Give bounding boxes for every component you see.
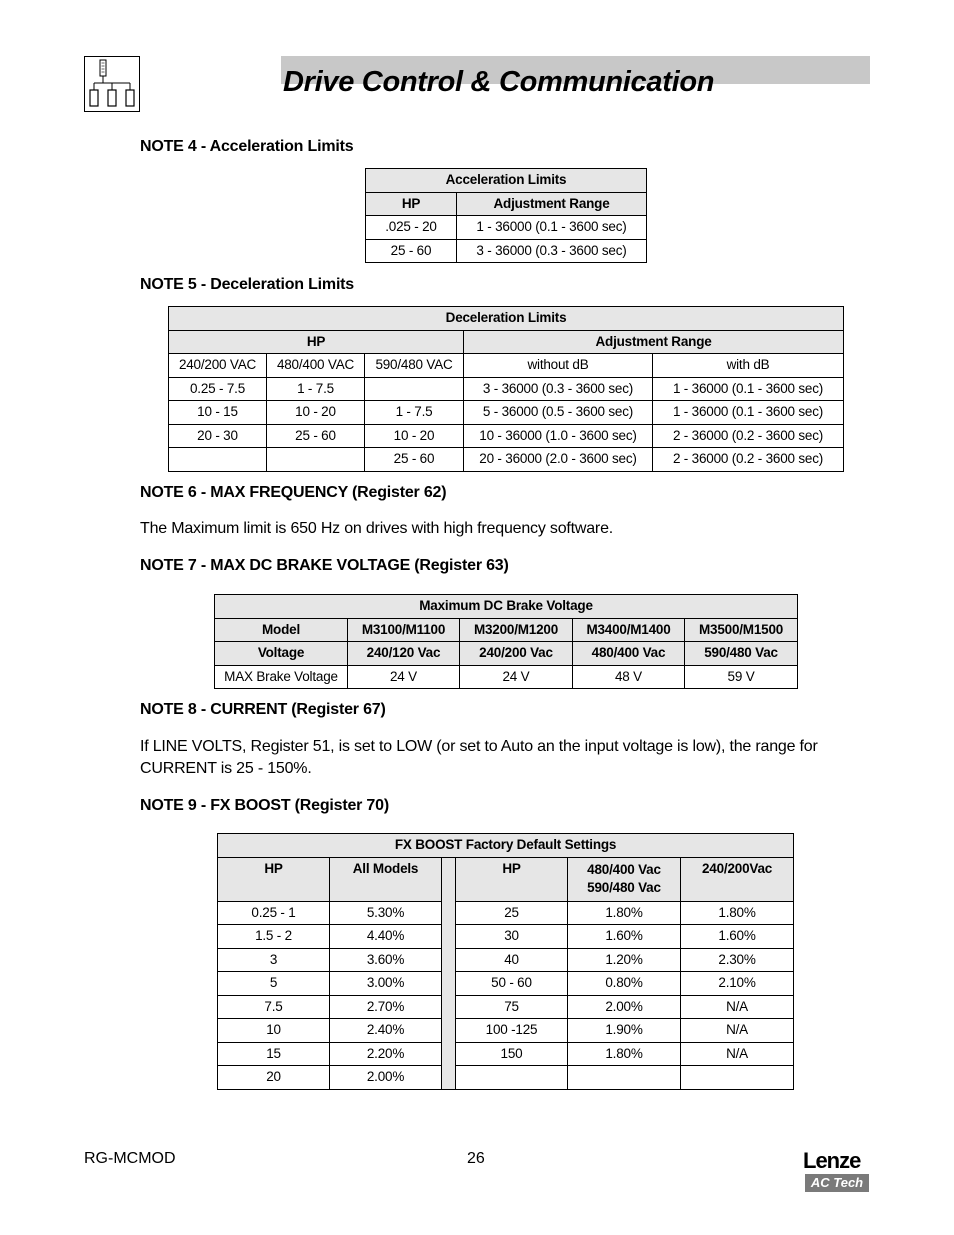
- model-cell: M3200/M1200: [460, 618, 573, 642]
- table-cell: 4.40%: [330, 925, 442, 949]
- column-header-line: 480/400 Vac: [587, 861, 661, 877]
- table-cell: 1.5 - 2: [218, 925, 330, 949]
- page-number: 26: [467, 1150, 485, 1167]
- table-cell: 10 - 36000 (1.0 - 3600 sec): [464, 424, 653, 448]
- table-cell: 2.70%: [330, 995, 442, 1019]
- column-header: 240/200Vac: [681, 857, 794, 901]
- table-row: [215, 665, 798, 689]
- column-header: HP: [366, 192, 457, 216]
- table-cell: 25 - 60: [365, 448, 464, 472]
- fx-boost-defaults-table: [217, 833, 794, 1090]
- table-cell: 150: [456, 1042, 568, 1066]
- table-cell: 1 - 36000 (0.1 - 3600 sec): [653, 401, 844, 425]
- table-cell: 2.00%: [330, 1066, 442, 1090]
- table-cell: 1.60%: [681, 925, 794, 949]
- table-cell: 0.25 - 1: [218, 901, 330, 925]
- note-6-heading: NOTE 6 - MAX FREQUENCY (Register 62): [140, 484, 447, 501]
- model-cell: M3400/M1400: [573, 618, 685, 642]
- table-title: Deceleration Limits: [169, 307, 844, 331]
- table-row: [218, 925, 794, 949]
- table-cell: 1.90%: [568, 1019, 681, 1043]
- table-cell: 7.5: [218, 995, 330, 1019]
- voltage-cell: 240/200 Vac: [460, 642, 573, 666]
- brand-subname: AC Tech: [805, 1174, 869, 1192]
- table-row: [218, 1066, 794, 1090]
- table-row: [366, 216, 647, 240]
- table-cell: 5: [218, 972, 330, 996]
- table-row: [169, 377, 844, 401]
- table-cell: [568, 1066, 681, 1090]
- table-row: [366, 239, 647, 263]
- column-separator: [442, 857, 456, 1089]
- column-header-line: 590/480 Vac: [587, 879, 661, 895]
- voltage-cell: 480/400 Vac: [573, 642, 685, 666]
- table-cell: 20 - 30: [169, 424, 267, 448]
- table-row: [218, 972, 794, 996]
- table-cell: [456, 1066, 568, 1090]
- max-dc-brake-voltage-table: [214, 594, 798, 689]
- row-header: MAX Brake Voltage: [215, 665, 348, 689]
- table-row: [218, 948, 794, 972]
- table-cell: 3.60%: [330, 948, 442, 972]
- table-cell: 24 V: [348, 665, 460, 689]
- table-cell: 2 - 36000 (0.2 - 3600 sec): [653, 448, 844, 472]
- table-row: [218, 995, 794, 1019]
- table-row: [218, 1019, 794, 1043]
- note-5-heading: NOTE 5 - Deceleration Limits: [140, 276, 355, 293]
- table-cell: 1 - 36000 (0.1 - 3600 sec): [457, 216, 647, 240]
- table-cell: 1.80%: [681, 901, 794, 925]
- network-drives-icon: [84, 56, 140, 112]
- column-group-header: HP: [169, 330, 464, 354]
- table-cell: [365, 377, 464, 401]
- table-cell: 5.30%: [330, 901, 442, 925]
- column-group-header: Adjustment Range: [464, 330, 844, 354]
- column-header: Adjustment Range: [457, 192, 647, 216]
- acceleration-limits-table: [365, 168, 647, 263]
- table-row: [169, 401, 844, 425]
- table-cell: 24 V: [460, 665, 573, 689]
- table-row: [218, 1042, 794, 1066]
- column-subheader: without dB: [464, 354, 653, 378]
- table-cell: 20 - 36000 (2.0 - 3600 sec): [464, 448, 653, 472]
- table-cell: 30: [456, 925, 568, 949]
- table-cell: 0.25 - 7.5: [169, 377, 267, 401]
- table-cell: 10 - 20: [267, 401, 365, 425]
- table-cell: .025 - 20: [366, 216, 457, 240]
- model-cell: M3100/M1100: [348, 618, 460, 642]
- table-cell: 10 - 15: [169, 401, 267, 425]
- voltage-cell: 590/480 Vac: [685, 642, 798, 666]
- table-cell: 1 - 7.5: [267, 377, 365, 401]
- table-cell: 3 - 36000 (0.3 - 3600 sec): [457, 239, 647, 263]
- table-cell: 10 - 20: [365, 424, 464, 448]
- table-cell: 2 - 36000 (0.2 - 3600 sec): [653, 424, 844, 448]
- table-title: FX BOOST Factory Default Settings: [218, 834, 794, 858]
- table-cell: 2.40%: [330, 1019, 442, 1043]
- table-cell: 20: [218, 1066, 330, 1090]
- column-header: All Models: [330, 857, 442, 901]
- table-row: [169, 448, 844, 472]
- model-cell: M3500/M1500: [685, 618, 798, 642]
- row-header: Model: [215, 618, 348, 642]
- column-header: [568, 857, 681, 901]
- column-subheader: with dB: [653, 354, 844, 378]
- column-subheader: 240/200 VAC: [169, 354, 267, 378]
- note-8-text: If LINE VOLTS, Register 51, is set to LOW (or set to Auto an the input voltage is low), the range for CURRENT is 25 - 150%.: [140, 738, 818, 777]
- table-cell: 1.80%: [568, 901, 681, 925]
- table-cell: N/A: [681, 995, 794, 1019]
- table-cell: [169, 448, 267, 472]
- lenze-ac-tech-logo: [803, 1150, 870, 1193]
- table-cell: 2.00%: [568, 995, 681, 1019]
- table-cell: 3: [218, 948, 330, 972]
- table-cell: 1 - 36000 (0.1 - 3600 sec): [653, 377, 844, 401]
- table-cell: 0.80%: [568, 972, 681, 996]
- table-cell: 75: [456, 995, 568, 1019]
- deceleration-limits-table: [168, 306, 844, 472]
- table-cell: N/A: [681, 1019, 794, 1043]
- table-cell: 1.20%: [568, 948, 681, 972]
- table-title: Maximum DC Brake Voltage: [215, 595, 798, 619]
- table-cell: 100 -125: [456, 1019, 568, 1043]
- brand-name: Lenze: [803, 1148, 861, 1173]
- column-subheader: 480/400 VAC: [267, 354, 365, 378]
- column-header: HP: [218, 857, 330, 901]
- table-cell: 5 - 36000 (0.5 - 3600 sec): [464, 401, 653, 425]
- table-row: [218, 901, 794, 925]
- table-cell: 25 - 60: [267, 424, 365, 448]
- table-cell: 48 V: [573, 665, 685, 689]
- table-cell: 15: [218, 1042, 330, 1066]
- table-cell: [267, 448, 365, 472]
- note-9-heading: NOTE 9 - FX BOOST (Register 70): [140, 797, 389, 814]
- note-7-heading: NOTE 7 - MAX DC BRAKE VOLTAGE (Register 63): [140, 557, 509, 574]
- table-cell: 1.80%: [568, 1042, 681, 1066]
- table-cell: 3 - 36000 (0.3 - 3600 sec): [464, 377, 653, 401]
- table-cell: 3.00%: [330, 972, 442, 996]
- column-header: HP: [456, 857, 568, 901]
- row-header: Voltage: [215, 642, 348, 666]
- table-cell: 59 V: [685, 665, 798, 689]
- page-title: Drive Control & Communication: [283, 66, 715, 98]
- table-cell: N/A: [681, 1042, 794, 1066]
- table-cell: 40: [456, 948, 568, 972]
- table-cell: 2.10%: [681, 972, 794, 996]
- table-cell: 25: [456, 901, 568, 925]
- table-cell: 1 - 7.5: [365, 401, 464, 425]
- table-cell: 1.60%: [568, 925, 681, 949]
- note-6-text: The Maximum limit is 650 Hz on drives with high frequency software.: [140, 520, 614, 537]
- document-code: RG-MCMOD: [84, 1150, 176, 1167]
- table-cell: 10: [218, 1019, 330, 1043]
- table-title: Acceleration Limits: [366, 169, 647, 193]
- table-cell: 2.30%: [681, 948, 794, 972]
- table-cell: 25 - 60: [366, 239, 457, 263]
- voltage-cell: 240/120 Vac: [348, 642, 460, 666]
- table-cell: 2.20%: [330, 1042, 442, 1066]
- table-cell: [681, 1066, 794, 1090]
- note-4-heading: NOTE 4 - Acceleration Limits: [140, 138, 354, 155]
- note-8-heading: NOTE 8 - CURRENT (Register 67): [140, 701, 386, 718]
- column-subheader: 590/480 VAC: [365, 354, 464, 378]
- table-row: [169, 424, 844, 448]
- table-cell: 50 - 60: [456, 972, 568, 996]
